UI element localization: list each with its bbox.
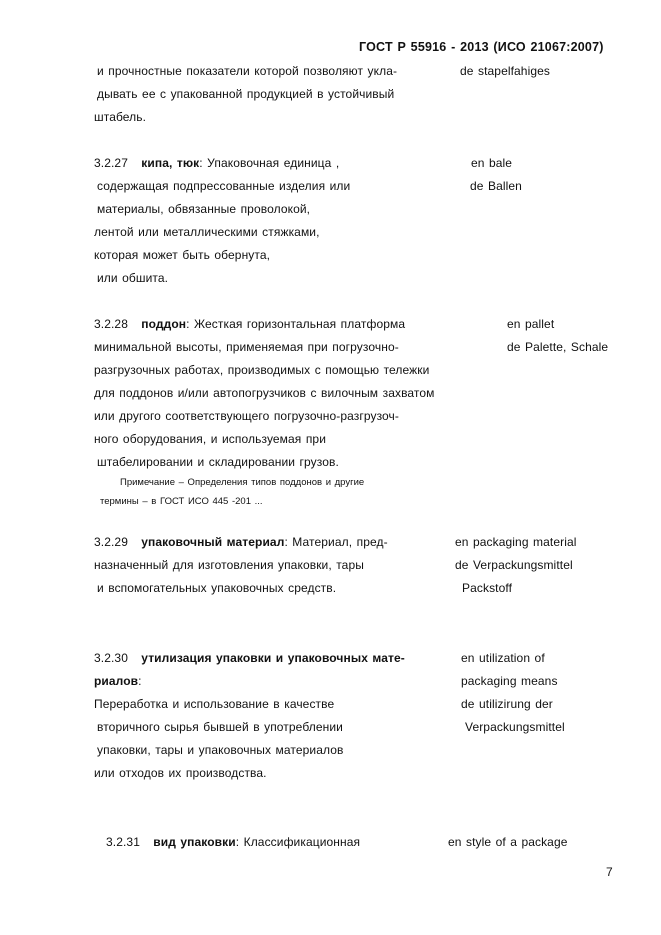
- definition-line: вторичного сырья бывшей в употреблении: [97, 720, 343, 734]
- term-name: вид упаковки: [153, 835, 236, 849]
- definition-line: которая может быть обернута,: [94, 248, 271, 262]
- term-number: 3.2.31: [106, 835, 140, 849]
- note-line: термины – в ГОСТ ИСО 445 -201 ...: [100, 496, 263, 507]
- definition-line: или обшита.: [97, 271, 169, 285]
- definition-line: ного оборудования, и используемая при: [94, 432, 327, 446]
- translation-de: Packstoff: [462, 581, 513, 595]
- definition-line: штабель.: [94, 110, 147, 124]
- page-number: 7: [606, 865, 613, 879]
- definition-line: Переработка и использование в качестве: [94, 697, 335, 711]
- definition-line: и вспомогательных упаковочных средств.: [97, 581, 337, 595]
- definition-line: дывать ее с упакованной продукцией в устойчивый: [97, 87, 395, 101]
- term-number: 3.2.29: [94, 535, 128, 549]
- translation-de: de Verpackungsmittel: [455, 558, 573, 572]
- term-name-cont: риалов: [94, 674, 139, 688]
- term-heading: [94, 317, 405, 332]
- definition-start: :: [138, 674, 142, 688]
- definition-line: штабелировании и складировании грузов.: [97, 455, 339, 469]
- definition-line: содержащая подпрессованные изделия или: [97, 179, 351, 193]
- document-header: ГОСТ Р 55916 - 2013 (ИСО 21067:2007): [359, 40, 604, 54]
- translation-de: Verpackungsmittel: [465, 720, 565, 734]
- term-number: 3.2.27: [94, 156, 128, 170]
- translation-en: en bale: [471, 156, 513, 170]
- translation-de: de stapelfahiges: [460, 64, 550, 78]
- term-heading: [106, 835, 360, 850]
- translation-en: en packaging material: [455, 535, 577, 549]
- definition-line: лентой или металлическими стяжками,: [94, 225, 320, 239]
- definition-line: разгрузочных работах, производимых с помощью тележки: [94, 363, 430, 377]
- term-number: 3.2.28: [94, 317, 128, 331]
- term-heading-cont: [94, 674, 142, 689]
- note-line: Примечание – Определения типов поддонов и другие: [120, 477, 365, 488]
- term-name: кипа, тюк: [141, 156, 200, 170]
- translation-en: packaging means: [461, 674, 558, 688]
- term-heading: [94, 535, 388, 550]
- definition-line: назначенный для изготовления упаковки, тары: [94, 558, 364, 572]
- translation-en: en utilization of: [461, 651, 545, 665]
- definition-start: : Упаковочная единица ,: [199, 156, 340, 170]
- definition-line: упаковки, тары и упаковочных материалов: [97, 743, 344, 757]
- definition-line: минимальной высоты, применяемая при погрузочно-: [94, 340, 399, 354]
- term-name: утилизация упаковки и упаковочных мате-: [141, 651, 405, 665]
- translation-de: de Palette, Schale: [507, 340, 609, 354]
- definition-start: : Материал, пред-: [284, 535, 388, 549]
- term-name: поддон: [141, 317, 187, 331]
- translation-en: en pallet: [507, 317, 555, 331]
- definition-line: или другого соответствующего погрузочно-разгрузоч-: [94, 409, 399, 423]
- term-heading: [94, 156, 339, 171]
- definition-line: или отходов их производства.: [94, 766, 267, 780]
- translation-de: de Ballen: [470, 179, 522, 193]
- translation-en: en style of a package: [448, 835, 568, 849]
- term-heading: [94, 651, 405, 666]
- definition-line: и прочностные показатели которой позволяют укла-: [97, 64, 398, 78]
- definition-line: для поддонов и/или автопогрузчиков с вилочным захватом: [94, 386, 435, 400]
- definition-start: : Жесткая горизонтальная платформа: [186, 317, 406, 331]
- definition-line: материалы, обвязанные проволокой,: [97, 202, 311, 216]
- translation-de: de utilizirung der: [461, 697, 553, 711]
- term-name: упаковочный материал: [141, 535, 285, 549]
- definition-start: : Классификационная: [235, 835, 361, 849]
- term-number: 3.2.30: [94, 651, 128, 665]
